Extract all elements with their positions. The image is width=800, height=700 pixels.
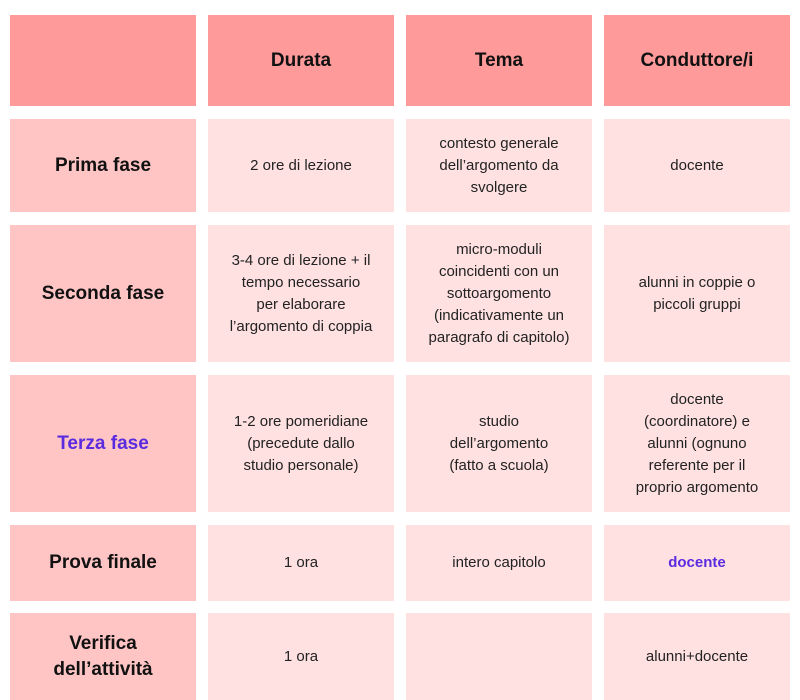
row-header-prova-finale <box>10 525 196 601</box>
cell-tema-seconda-fase <box>406 225 592 362</box>
conduttore-value: docente <box>668 554 726 571</box>
phase-label: Seconda fase <box>41 282 165 304</box>
cell-durata-prima-fase <box>208 119 394 212</box>
cell-conduttore-prima-fase <box>604 119 790 212</box>
cell-tema-terza-fase <box>406 375 592 512</box>
header-conduttore <box>604 15 790 106</box>
header-label-conduttore: Conduttore/i <box>640 49 754 71</box>
header-label-durata: Durata <box>270 49 332 71</box>
cell-conduttore-terza-fase <box>604 375 790 512</box>
cell-conduttore-prova-finale <box>604 525 790 601</box>
durata-value: 1-2 ore pomeridiane (precedute dallo studio personale) <box>233 412 369 474</box>
durata-value: 1 ora <box>283 647 319 665</box>
durata-value: 1 ora <box>283 554 319 571</box>
cell-durata-terza-fase <box>208 375 394 512</box>
phase-label: Prova finale <box>49 552 157 573</box>
tema-value: contesto generale dell’argomento da svolgere <box>439 134 559 196</box>
cell-conduttore-verifica <box>604 613 790 700</box>
header-label-tema: Tema <box>474 49 524 71</box>
conduttore-value: alunni in coppie o piccoli gruppi <box>638 273 756 313</box>
durata-value: 2 ore di lezione <box>250 156 352 174</box>
phase-label: Terza fase <box>57 432 149 454</box>
row-header-prima-fase <box>10 119 196 212</box>
cell-tema-prova-finale <box>406 525 592 601</box>
row-header-terza-fase <box>10 375 196 512</box>
cell-conduttore-seconda-fase <box>604 225 790 362</box>
durata-value: 3-4 ore di lezione + il tempo necessario per elaborare l’argomento di coppia <box>229 251 373 335</box>
cell-durata-prova-finale <box>208 525 394 601</box>
conduttore-value: alunni+docente <box>645 647 749 665</box>
cell-durata-verifica <box>208 613 394 700</box>
tema-value: studio dell’argomento (fatto a scuola) <box>449 412 549 474</box>
phase-label: Prima fase <box>54 154 152 176</box>
conduttore-value: docente (coordinatore) e alunni (ognuno referente per il proprio argomento <box>635 390 759 496</box>
row-header-verifica <box>10 613 196 700</box>
phase-label: Verifica dell’attività <box>53 632 153 680</box>
cell-tema-verifica <box>406 613 592 700</box>
header-durata <box>208 15 394 106</box>
conduttore-value: docente <box>670 156 724 174</box>
tema-value: micro-moduli coincidenti con un sottoargomento (indicativamente un paragrafo di capitolo) <box>428 240 570 346</box>
row-header-seconda-fase <box>10 225 196 362</box>
header-tema <box>406 15 592 106</box>
cell-durata-seconda-fase <box>208 225 394 362</box>
cell-tema-prima-fase <box>406 119 592 212</box>
header-empty-cell <box>10 15 196 106</box>
tema-value: intero capitolo <box>452 554 546 571</box>
